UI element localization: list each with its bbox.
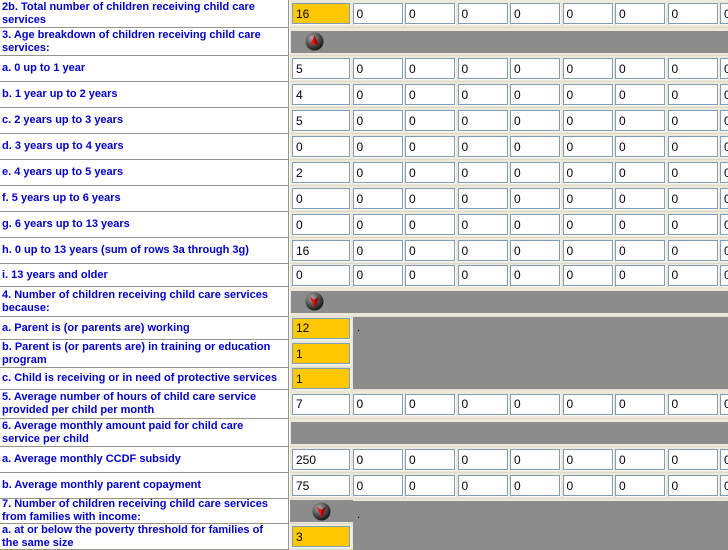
input-3i-c9[interactable] bbox=[720, 265, 728, 286]
input-2b-c4[interactable] bbox=[458, 3, 508, 24]
input-3i-c4[interactable] bbox=[458, 265, 508, 286]
input-3c-c6[interactable] bbox=[563, 110, 613, 131]
collapse-section-toggle[interactable] bbox=[305, 292, 324, 311]
input-3d-c3[interactable] bbox=[405, 136, 455, 157]
input-2b-c9[interactable] bbox=[720, 3, 728, 24]
input-2b-c7[interactable] bbox=[615, 3, 665, 24]
input-3i-c6[interactable] bbox=[563, 265, 613, 286]
input-6a-c2[interactable] bbox=[353, 449, 403, 470]
input-3h-c5[interactable] bbox=[510, 240, 560, 261]
row-label-4b: b. Parent is (or parents are) in training or education program bbox=[2, 340, 271, 366]
row-label-3a: a. 0 up to 1 year bbox=[2, 62, 86, 74]
input-3h-c8[interactable] bbox=[668, 240, 718, 261]
input-6a-c9[interactable] bbox=[720, 449, 728, 470]
input-3f-c1[interactable] bbox=[292, 188, 350, 209]
input-3c-c5[interactable] bbox=[510, 110, 560, 131]
label-cell-4c bbox=[0, 368, 289, 390]
value-area-3b bbox=[289, 82, 728, 108]
input-3b-c3[interactable] bbox=[405, 84, 455, 105]
row-label-6a: a. Average monthly CCDF subsidy bbox=[2, 453, 181, 465]
input-3g-c3[interactable] bbox=[405, 214, 455, 235]
input-3f-c6[interactable] bbox=[563, 188, 613, 209]
input-6b-c5[interactable] bbox=[510, 475, 560, 496]
input-3e-c6[interactable] bbox=[563, 162, 613, 183]
form-row-3d bbox=[0, 134, 728, 160]
row-label-6b: b. Average monthly parent copayment bbox=[2, 479, 202, 491]
down-arrow-icon[interactable] bbox=[305, 292, 324, 311]
input-3e-c9[interactable] bbox=[720, 162, 728, 183]
input-3e-c8[interactable] bbox=[668, 162, 718, 183]
input-5-c2[interactable] bbox=[353, 394, 403, 415]
input-3b-c5[interactable] bbox=[510, 84, 560, 105]
form-row-4 bbox=[0, 287, 728, 317]
row-label-3g: g. 6 years up to 13 years bbox=[2, 218, 130, 230]
input-5-c6[interactable] bbox=[563, 394, 613, 415]
input-3a-c4[interactable] bbox=[458, 58, 508, 79]
row-label-3d: d. 3 years up to 4 years bbox=[2, 140, 124, 152]
input-4a-c1[interactable] bbox=[292, 318, 350, 339]
input-2b-c1[interactable] bbox=[292, 3, 350, 24]
input-3e-c1[interactable] bbox=[292, 162, 350, 183]
input-3d-c7[interactable] bbox=[615, 136, 665, 157]
value-area-3i bbox=[289, 264, 728, 287]
input-3b-c6[interactable] bbox=[563, 84, 613, 105]
input-3f-c4[interactable] bbox=[458, 188, 508, 209]
input-3g-c9[interactable] bbox=[720, 214, 728, 235]
input-5-c7[interactable] bbox=[615, 394, 665, 415]
form-row-6 bbox=[0, 419, 728, 447]
collapse-section-toggle[interactable] bbox=[312, 502, 331, 521]
label-cell-6 bbox=[0, 419, 289, 447]
input-6b-c7[interactable] bbox=[615, 475, 665, 496]
row-label-3: 3. Age breakdown of children receiving child care services: bbox=[2, 28, 261, 54]
input-3b-c8[interactable] bbox=[668, 84, 718, 105]
value-area-6 bbox=[289, 419, 728, 447]
row-label-3h: h. 0 up to 13 years (sum of rows 3a through 3g) bbox=[2, 244, 249, 256]
input-5-c3[interactable] bbox=[405, 394, 455, 415]
label-cell-3b bbox=[0, 82, 289, 108]
input-3a-c5[interactable] bbox=[510, 58, 560, 79]
value-area-3 bbox=[289, 28, 728, 56]
input-3e-c3[interactable] bbox=[405, 162, 455, 183]
value-area-6a bbox=[289, 447, 728, 473]
row-label-6: 6. Average monthly amount paid for child care service per child bbox=[2, 419, 244, 445]
input-6a-c7[interactable] bbox=[615, 449, 665, 470]
input-6a-c6[interactable] bbox=[563, 449, 613, 470]
input-3c-c3[interactable] bbox=[405, 110, 455, 131]
input-3f-c5[interactable] bbox=[510, 188, 560, 209]
row-label-3e: e. 4 years up to 5 years bbox=[2, 166, 124, 178]
input-3a-c6[interactable] bbox=[563, 58, 613, 79]
input-3d-c9[interactable] bbox=[720, 136, 728, 157]
form-row-2b bbox=[0, 0, 728, 28]
input-3h-c3[interactable] bbox=[405, 240, 455, 261]
panel-note-7grp: . bbox=[357, 509, 361, 521]
input-6b-c6[interactable] bbox=[563, 475, 613, 496]
value-area-5 bbox=[289, 390, 728, 419]
form-row-6b bbox=[0, 473, 728, 499]
input-2b-c2[interactable] bbox=[353, 3, 403, 24]
form-row-6a bbox=[0, 447, 728, 473]
value-area-3a bbox=[289, 56, 728, 82]
label-cell-3 bbox=[0, 28, 289, 56]
input-3g-c7[interactable] bbox=[615, 214, 665, 235]
input-2b-c3[interactable] bbox=[405, 3, 455, 24]
input-2b-c8[interactable] bbox=[668, 3, 718, 24]
label-cell-3i bbox=[0, 264, 289, 287]
input-3d-c5[interactable] bbox=[510, 136, 560, 157]
label-cell-2b bbox=[0, 0, 289, 28]
row-label-5: 5. Average number of hours of child care service provided per child per month bbox=[2, 391, 257, 416]
label-cell-3c bbox=[0, 108, 289, 134]
value-area-4 bbox=[289, 287, 728, 317]
row-label-3c: c. 2 years up to 3 years bbox=[2, 114, 124, 126]
label-cell-4b bbox=[0, 340, 289, 368]
row-label-7a: a. at or below the poverty threshold for families of the same size bbox=[2, 523, 263, 549]
input-4c-c1[interactable] bbox=[292, 368, 350, 389]
input-3i-c7[interactable] bbox=[615, 265, 665, 286]
value-area-3g bbox=[289, 212, 728, 238]
label-cell-6a bbox=[0, 447, 289, 473]
section-cell-7 bbox=[290, 500, 353, 522]
input-3d-c4[interactable] bbox=[458, 136, 508, 157]
section-band-6 bbox=[291, 422, 728, 444]
input-6a-c5[interactable] bbox=[510, 449, 560, 470]
input-3i-c2[interactable] bbox=[353, 265, 403, 286]
row-label-3i: i. 13 years and older bbox=[2, 268, 108, 281]
input-3a-c3[interactable] bbox=[405, 58, 455, 79]
input-4b-c1[interactable] bbox=[292, 343, 350, 364]
input-5-c1[interactable] bbox=[292, 394, 350, 415]
form-row-3i bbox=[0, 264, 728, 287]
input-5-c9[interactable] bbox=[720, 394, 728, 415]
form-group-7grp bbox=[0, 499, 728, 550]
form-row-3e bbox=[0, 160, 728, 186]
input-3b-c7[interactable] bbox=[615, 84, 665, 105]
input-3g-c1[interactable] bbox=[292, 214, 350, 235]
input-6b-c9[interactable] bbox=[720, 475, 728, 496]
input-5-c5[interactable] bbox=[510, 394, 560, 415]
input-3c-c2[interactable] bbox=[353, 110, 403, 131]
input-3a-c7[interactable] bbox=[615, 58, 665, 79]
input-3a-c8[interactable] bbox=[668, 58, 718, 79]
value-area-3h bbox=[289, 238, 728, 264]
input-6a-c8[interactable] bbox=[668, 449, 718, 470]
input-3c-c1[interactable] bbox=[292, 110, 350, 131]
input-3g-c2[interactable] bbox=[353, 214, 403, 235]
section-band-3 bbox=[291, 31, 728, 53]
input-3i-c5[interactable] bbox=[510, 265, 560, 286]
label-cell-3e bbox=[0, 160, 289, 186]
input-3c-c4[interactable] bbox=[458, 110, 508, 131]
value-area-3d bbox=[289, 134, 728, 160]
form-row-3h bbox=[0, 238, 728, 264]
input-6a-c1[interactable] bbox=[292, 449, 350, 470]
label-cell-7a bbox=[0, 524, 289, 550]
input-6b-c1[interactable] bbox=[292, 475, 350, 496]
input-6b-c2[interactable] bbox=[353, 475, 403, 496]
input-3d-c6[interactable] bbox=[563, 136, 613, 157]
panel-note-4grp: . bbox=[357, 322, 361, 334]
input-3f-c3[interactable] bbox=[405, 188, 455, 209]
expand-section-toggle[interactable] bbox=[305, 32, 324, 51]
input-3b-c4[interactable] bbox=[458, 84, 508, 105]
row-label-3b: b. 1 year up to 2 years bbox=[2, 88, 118, 100]
value-area-6b bbox=[289, 473, 728, 499]
form-group-4grp bbox=[0, 317, 728, 390]
input-3c-c7[interactable] bbox=[615, 110, 665, 131]
up-arrow-icon[interactable] bbox=[305, 32, 324, 51]
input-3e-c4[interactable] bbox=[458, 162, 508, 183]
value-area-2b bbox=[289, 0, 728, 28]
section-panel-4grp bbox=[353, 317, 728, 389]
input-5-c8[interactable] bbox=[668, 394, 718, 415]
row-label-4: 4. Number of children receiving child care services because: bbox=[2, 288, 268, 314]
form-row-3b bbox=[0, 82, 728, 108]
input-3d-c1[interactable] bbox=[292, 136, 350, 157]
row-label-4c: c. Child is receiving or in need of protective services bbox=[2, 372, 278, 384]
input-3b-c9[interactable] bbox=[720, 84, 728, 105]
section-band-4 bbox=[291, 291, 728, 313]
form-row-3a bbox=[0, 56, 728, 82]
form-row-3c bbox=[0, 108, 728, 134]
input-3e-c2[interactable] bbox=[353, 162, 403, 183]
input-3d-c8[interactable] bbox=[668, 136, 718, 157]
label-cell-5 bbox=[0, 390, 289, 419]
input-3g-c6[interactable] bbox=[563, 214, 613, 235]
input-3e-c5[interactable] bbox=[510, 162, 560, 183]
input-3c-c9[interactable] bbox=[720, 110, 728, 131]
value-area-3f bbox=[289, 186, 728, 212]
row-label-4a: a. Parent is (or parents are) working bbox=[2, 321, 190, 334]
label-cell-4 bbox=[0, 287, 289, 317]
form-row-3g bbox=[0, 212, 728, 238]
label-cell-3d bbox=[0, 134, 289, 160]
section-panel-7grp bbox=[353, 501, 728, 550]
label-cell-3g bbox=[0, 212, 289, 238]
input-3h-c9[interactable] bbox=[720, 240, 728, 261]
input-3c-c8[interactable] bbox=[668, 110, 718, 131]
input-3f-c2[interactable] bbox=[353, 188, 403, 209]
input-3h-c6[interactable] bbox=[563, 240, 613, 261]
input-3g-c8[interactable] bbox=[668, 214, 718, 235]
input-3b-c2[interactable] bbox=[353, 84, 403, 105]
input-3i-c1[interactable] bbox=[292, 265, 350, 286]
row-label-3f: f. 5 years up to 6 years bbox=[2, 192, 121, 204]
input-3a-c2[interactable] bbox=[353, 58, 403, 79]
input-3f-c8[interactable] bbox=[668, 188, 718, 209]
input-3i-c8[interactable] bbox=[668, 265, 718, 286]
label-cell-7 bbox=[0, 499, 289, 524]
input-6b-c8[interactable] bbox=[668, 475, 718, 496]
input-6b-c3[interactable] bbox=[405, 475, 455, 496]
down-arrow-icon[interactable] bbox=[312, 502, 331, 521]
row-label-7: 7. Number of children receiving child care services from families with income: bbox=[2, 498, 268, 523]
input-3h-c1[interactable] bbox=[292, 240, 350, 261]
value-area-3c bbox=[289, 108, 728, 134]
input-3h-c2[interactable] bbox=[353, 240, 403, 261]
input-3f-c9[interactable] bbox=[720, 188, 728, 209]
input-3d-c2[interactable] bbox=[353, 136, 403, 157]
input-6b-c4[interactable] bbox=[458, 475, 508, 496]
label-cell-3h bbox=[0, 238, 289, 264]
input-3i-c3[interactable] bbox=[405, 265, 455, 286]
form-row-5 bbox=[0, 390, 728, 419]
label-cell-3a bbox=[0, 56, 289, 82]
value-area-3e bbox=[289, 160, 728, 186]
input-2b-c5[interactable] bbox=[510, 3, 560, 24]
label-cell-4a bbox=[0, 317, 289, 340]
input-7a-c1[interactable] bbox=[292, 526, 350, 547]
input-6a-c4[interactable] bbox=[458, 449, 508, 470]
input-3g-c4[interactable] bbox=[458, 214, 508, 235]
input-2b-c6[interactable] bbox=[563, 3, 613, 24]
label-cell-3f bbox=[0, 186, 289, 212]
input-6a-c3[interactable] bbox=[405, 449, 455, 470]
input-3h-c7[interactable] bbox=[615, 240, 665, 261]
label-cell-6b bbox=[0, 473, 289, 499]
input-3e-c7[interactable] bbox=[615, 162, 665, 183]
input-3g-c5[interactable] bbox=[510, 214, 560, 235]
input-3h-c4[interactable] bbox=[458, 240, 508, 261]
input-5-c4[interactable] bbox=[458, 394, 508, 415]
input-3f-c7[interactable] bbox=[615, 188, 665, 209]
form-row-3 bbox=[0, 28, 728, 56]
form-row-3f bbox=[0, 186, 728, 212]
input-3a-c1[interactable] bbox=[292, 58, 350, 79]
input-3b-c1[interactable] bbox=[292, 84, 350, 105]
row-label-2b: 2b. Total number of children receiving child care services bbox=[2, 0, 255, 26]
input-3a-c9[interactable] bbox=[720, 58, 728, 79]
